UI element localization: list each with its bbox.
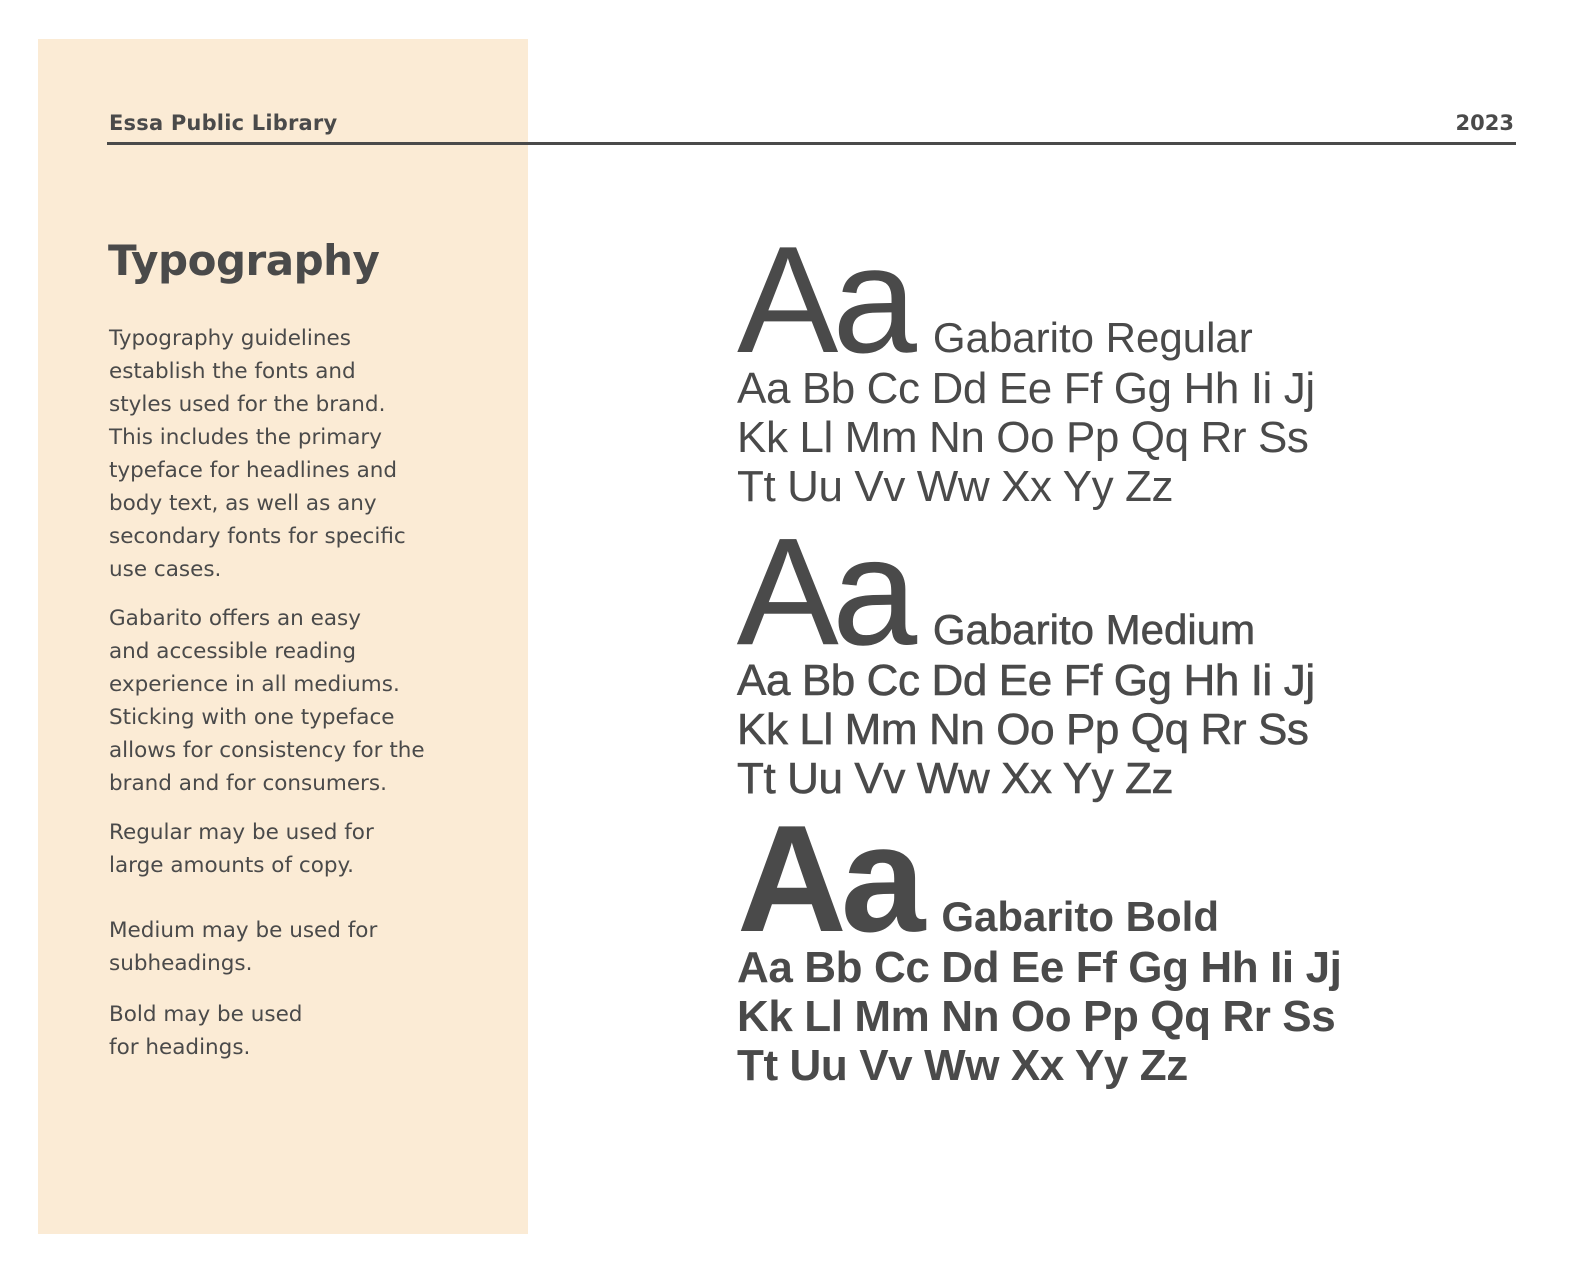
- organization-name: Essa Public Library: [109, 111, 338, 135]
- specimen-heading: [737, 215, 1477, 385]
- alphabet-line: Kk Ll Mm Nn Oo Pp Qq Rr Ss: [737, 413, 1309, 462]
- medium-usage-note: Medium may be used for subheadings.: [109, 918, 378, 976]
- alphabet-line: Tt Uu Vv Ww Xx Yy Zz: [737, 754, 1174, 803]
- sample-glyphs: Aa: [737, 215, 911, 385]
- specimen-heading: [737, 794, 1477, 964]
- document-year: 2023: [1455, 111, 1514, 135]
- page-title: Typography: [108, 236, 380, 285]
- regular-usage-note: Regular may be used for large amounts of copy.: [109, 820, 374, 878]
- specimen-medium: [737, 507, 1477, 803]
- alphabet-line: Tt Uu Vv Ww Xx Yy Zz: [737, 462, 1174, 511]
- typeface-paragraph: Gabarito offers an easy and accessible reading experience in all mediums. Sticking with one typeface allows for consistency for the brand and for consumers.: [109, 606, 425, 796]
- specimen-regular: [737, 215, 1477, 511]
- specimen-bold: [737, 794, 1477, 1090]
- sample-glyphs: Aa: [737, 794, 920, 964]
- sample-glyphs: Aa: [737, 507, 911, 677]
- bold-usage-note: Bold may be used for headings.: [109, 1002, 303, 1060]
- specimen-heading: [737, 507, 1477, 677]
- alphabet-line: Kk Ll Mm Nn Oo Pp Qq Rr Ss: [737, 992, 1336, 1041]
- font-name: Gabarito Bold: [941, 893, 1219, 940]
- intro-paragraph: Typography guidelines establish the fonts and styles used for the brand. This includes the primary typeface for headlines and body text, as well as any secondary fonts for specific use cases.: [109, 326, 406, 582]
- font-name: Gabarito Regular: [932, 314, 1253, 361]
- alphabet-line: Tt Uu Vv Ww Xx Yy Zz: [737, 1041, 1188, 1090]
- font-name: Gabarito Medium: [932, 606, 1256, 653]
- alphabet-line: Aa Bb Cc Dd Ee Ff Gg Hh Ii Jj: [737, 364, 1315, 413]
- alphabet-line: Aa Bb Cc Dd Ee Ff Gg Hh Ii Jj: [737, 943, 1342, 992]
- alphabet-line: Kk Ll Mm Nn Oo Pp Qq Rr Ss: [737, 705, 1309, 754]
- header-divider: [107, 142, 1516, 145]
- alphabet-line: Aa Bb Cc Dd Ee Ff Gg Hh Ii Jj: [737, 656, 1315, 705]
